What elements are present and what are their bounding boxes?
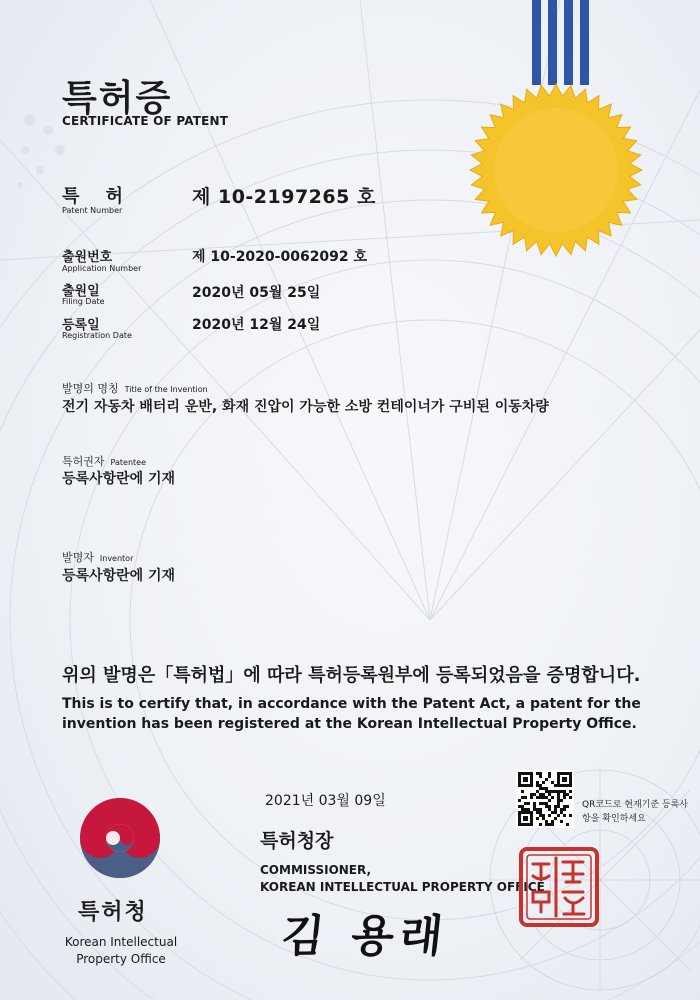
commissioner-signature: 김 용래 [278, 911, 452, 962]
commissioner-title-ko: 특허청장 [260, 830, 334, 852]
patent-number-value: 제 10-2197265 호 [192, 186, 376, 208]
official-seal-stamp-icon [518, 846, 600, 928]
gold-seal-icon [468, 82, 644, 258]
taegeuk-logo-icon [78, 796, 162, 880]
patentee-label: 특허권자 [62, 455, 105, 468]
office-name-ko: 특허청 [78, 900, 148, 925]
invention-title-heading [62, 377, 208, 396]
ribbon [532, 0, 541, 85]
inventor-label: 발명자 [62, 551, 94, 564]
ribbon [580, 0, 589, 85]
patentee-heading [62, 450, 146, 469]
patentee-label-en: Patentee [110, 458, 146, 467]
certification-statement-en: This is to certify that, in accordance with the Patent Act, a patent for the invention has been registered at the Korean Intellectual Property Office. [62, 696, 641, 732]
inventor-value: 등록사항란에 기재 [62, 568, 176, 584]
application-number-label-en: Application Number [62, 264, 142, 273]
office-name-en: Korean Intellectual Property Office [64, 935, 178, 966]
application-number-value: 제 10-2020-0062092 호 [192, 249, 368, 265]
certificate-title-ko: 특허증 [62, 78, 173, 119]
ribbon [564, 0, 573, 85]
ribbon [548, 0, 557, 85]
patentee-value: 등록사항란에 기재 [62, 471, 176, 487]
certification-statement-ko: 위의 발명은「특허법」에 따라 특허등록원부에 등록되었음을 증명합니다. [62, 665, 641, 686]
registration-date-label-en: Registration Date [62, 331, 132, 340]
registration-date-value: 2020년 12월 24일 [192, 317, 321, 333]
inventor-heading [62, 546, 133, 565]
invention-title-value: 전기 자동차 배터리 운반, 화재 진압이 가능한 소방 컨테이너가 구비된 이동차량 [62, 399, 549, 415]
commissioner-title-en-line2: KOREAN INTELLECTUAL PROPERTY OFFICE [260, 880, 545, 894]
patent-number-label-en: Patent Number [62, 206, 123, 215]
qr-code-icon[interactable] [516, 770, 574, 828]
filing-date-label-en: Filing Date [62, 297, 105, 306]
issue-date: 2021년 03월 09일 [265, 793, 386, 809]
certificate-title-en: CERTIFICATE OF PATENT [62, 114, 229, 128]
invention-title-label-en: Title of the Invention [124, 385, 208, 394]
patent-number-label: 특 허 [62, 186, 134, 207]
filing-date-label: 출원일 [62, 284, 100, 299]
filing-date-value: 2020년 05월 25일 [192, 285, 321, 301]
qr-note: QR코드로 현재기준 등록사항을 확인하세요 [582, 800, 688, 824]
inventor-label-en: Inventor [99, 554, 134, 563]
commissioner-title-en-line1: COMMISSIONER, [260, 863, 372, 877]
application-number-label: 출원번호 [62, 250, 113, 265]
invention-title-label: 발명의 명칭 [62, 382, 119, 395]
registration-date-label: 등록일 [62, 318, 100, 333]
